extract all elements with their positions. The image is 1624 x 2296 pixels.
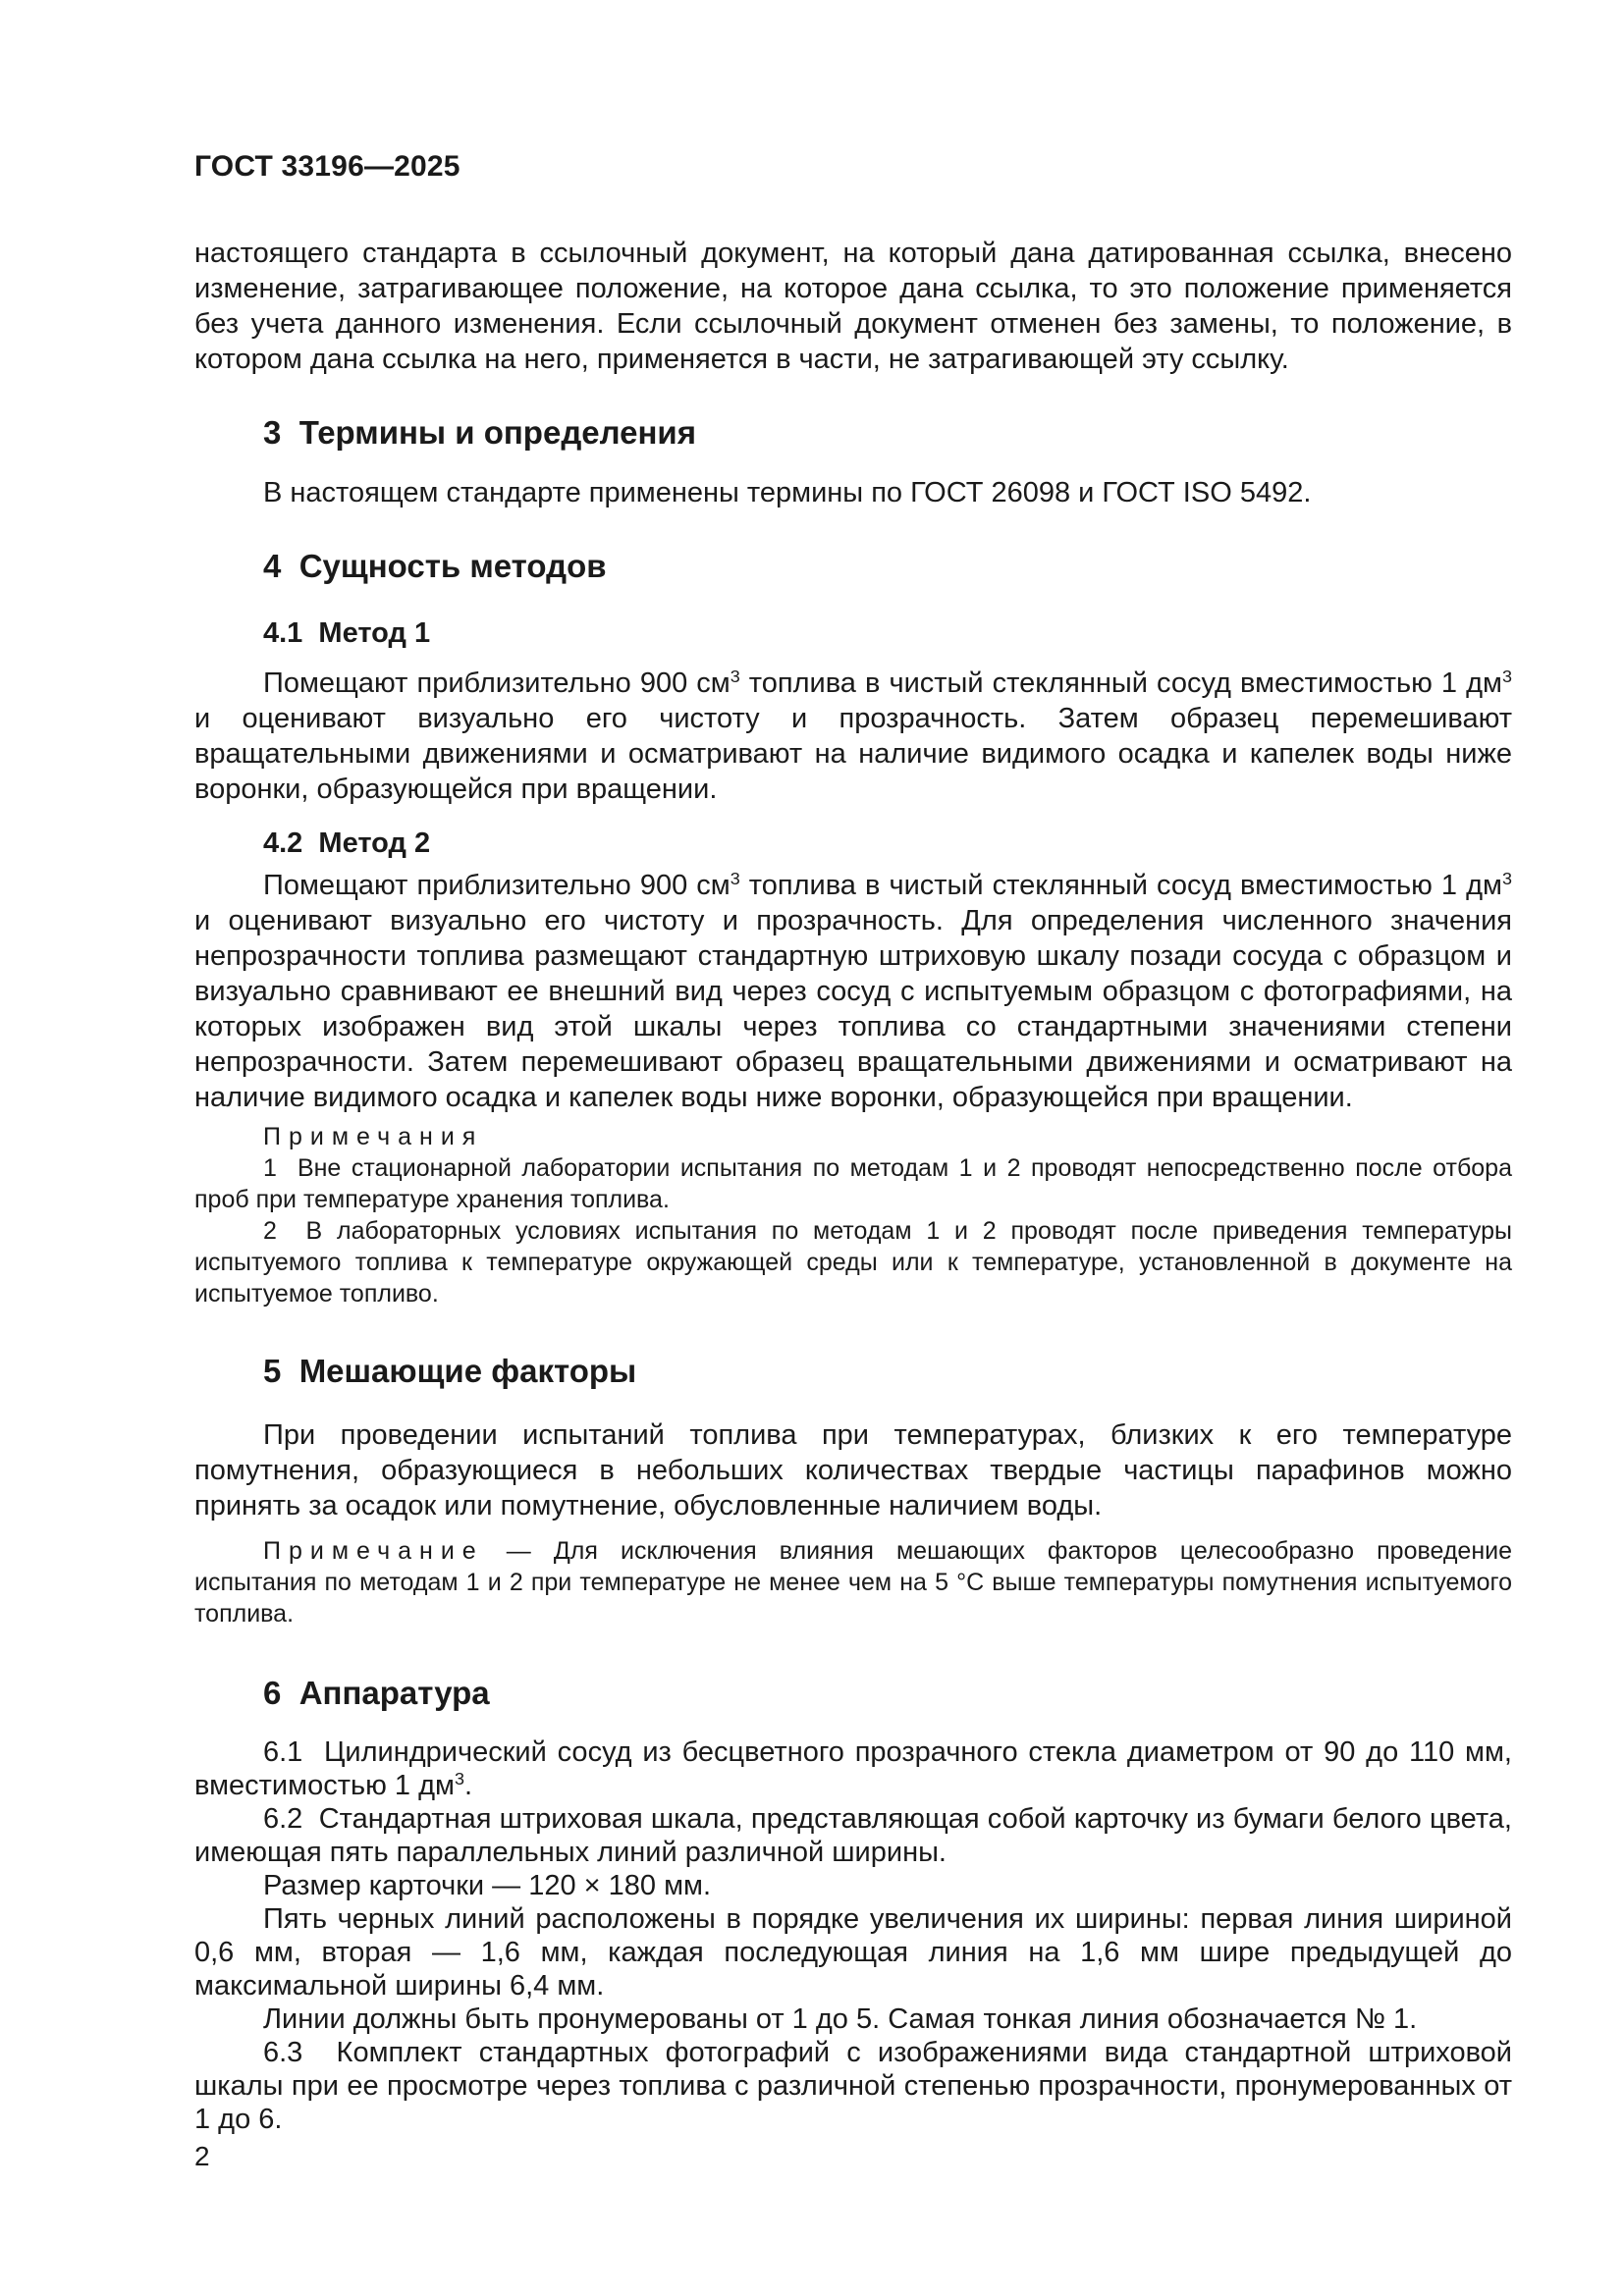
running-header: ГОСТ 33196—2025 xyxy=(194,150,460,183)
paragraph-6-2: 6.2 Стандартная штриховая шкала, представляющая собой карточку из бумаги белого цвета, имеющая пять параллельных линий различной ширины. xyxy=(194,1803,1512,1868)
notes-label xyxy=(194,1121,1512,1152)
paragraph-line-numbering: Линии должны быть пронумерованы от 1 до 5. Самая тонкая линия обозначается № 1. xyxy=(263,2003,1418,2035)
method-1-paragraph: Помещают приблизительно 900 $см^3$ топлива в чистый стеклянный сосуд вместимостью 1 $дм^3$ и оценивают визуально его чистоту и прозрачность. Затем образец перемешивают вращательными движениями и осматривают на наличие видимого осадка и капелек воды ниже воронки, образующейся при вращении. xyxy=(194,667,1512,805)
paragraph-6-3: 6.3 Комплект стандартных фотографий с изображениями вида стандартной штриховой шкалы при ее просмотре через топлива с различной степенью прозрачности, пронумерованных от 1 до 6. xyxy=(194,2037,1512,2135)
section-4-1-heading: 4.1 Метод 1 xyxy=(263,617,431,649)
paragraph-line-widths: Пять черных линий расположены в порядке увеличения их ширины: первая линия шириной 0,6 мм, вторая — 1,6 мм, каждая последующая линия на 1,6 мм шире предыдущей до максимальной ширины 6,4 мм. xyxy=(194,1903,1512,2002)
section-6-heading: 6 Аппаратура xyxy=(263,1675,490,1711)
interference-note: Примечание — Для исключения влияния мешающих факторов целесообразно проведение испытания по методам 1 и 2 при температуре не менее чем на 5 °С выше температуры помутнения испытуемого топлива. xyxy=(194,1537,1512,1628)
section-5-heading: 5 Мешающие факторы xyxy=(263,1353,637,1389)
notes-block xyxy=(194,1121,1512,1309)
method-2-paragraph: Помещают приблизительно 900 $см^3$ топлива в чистый стеклянный сосуд вместимостью 1 $дм^3$ и оценивают визуально его чистоту и прозрачность. Для определения численного значения непрозрачности топлива размещают стандартную штриховую шкалу позади сосуда с образцом и визуально сравнивают ее внешний вид через сосуд с испытуемым образцом с фотографиями, на которых изображен вид этой шкалы через топлива со стандартными значениями степени непрозрачности. Затем перемешивают образец вращательными движениями и осматривают на наличие видимого осадка и капелек воды ниже воронки, образующейся при вращении. xyxy=(194,869,1512,1113)
intro-paragraph: настоящего стандарта в ссылочный документ, на который дана датированная ссылка, внесено изменение, затрагивающее положение, на которое дана ссылка, то это положение применяется без учета данного изменения. Если ссылочный документ отменен без замены, то положение, в котором дана ссылка на него, применяется в части, не затрагивающей эту ссылку. xyxy=(194,238,1512,375)
section-3-paragraph: В настоящем стандарте применены термины по ГОСТ 26098 и ГОСТ ISO 5492. xyxy=(263,477,1312,508)
note-item-1: 1 Вне стационарной лаборатории испытания по методам 1 и 2 проводят непосредственно после отбора проб при температуре хранения топлива. xyxy=(194,1154,1512,1213)
note-item-2: 2 В лабораторных условиях испытания по методам 1 и 2 проводят после приведения температуры испытуемого топлива к температуре окружающей среды или к температуре, установленной в документе на испытуемое топливо. xyxy=(194,1217,1512,1308)
section-4-2-heading: 4.2 Метод 2 xyxy=(263,828,431,859)
notes-label-text: Примечания xyxy=(263,1123,484,1150)
paragraph-card-size: Размер карточки — 120 × 180 мм. xyxy=(263,1870,712,1901)
page-number: 2 xyxy=(194,2141,210,2171)
section-4-heading: 4 Сущность методов xyxy=(263,548,607,584)
section-5-paragraph: При проведении испытаний топлива при температурах, близких к его температуре помутнения, образующиеся в небольших количествах твердые частицы парафинов можно принять за осадок или помутнение, обусловленные наличием воды. xyxy=(194,1419,1512,1522)
paragraph-6-1: 6.1 Цилиндрический сосуд из бесцветного прозрачного стекла диаметром от 90 до 110 мм, вместимостью 1 $дм^3$. xyxy=(194,1736,1512,1801)
section-3-heading: 3 Термины и определения xyxy=(263,414,696,451)
